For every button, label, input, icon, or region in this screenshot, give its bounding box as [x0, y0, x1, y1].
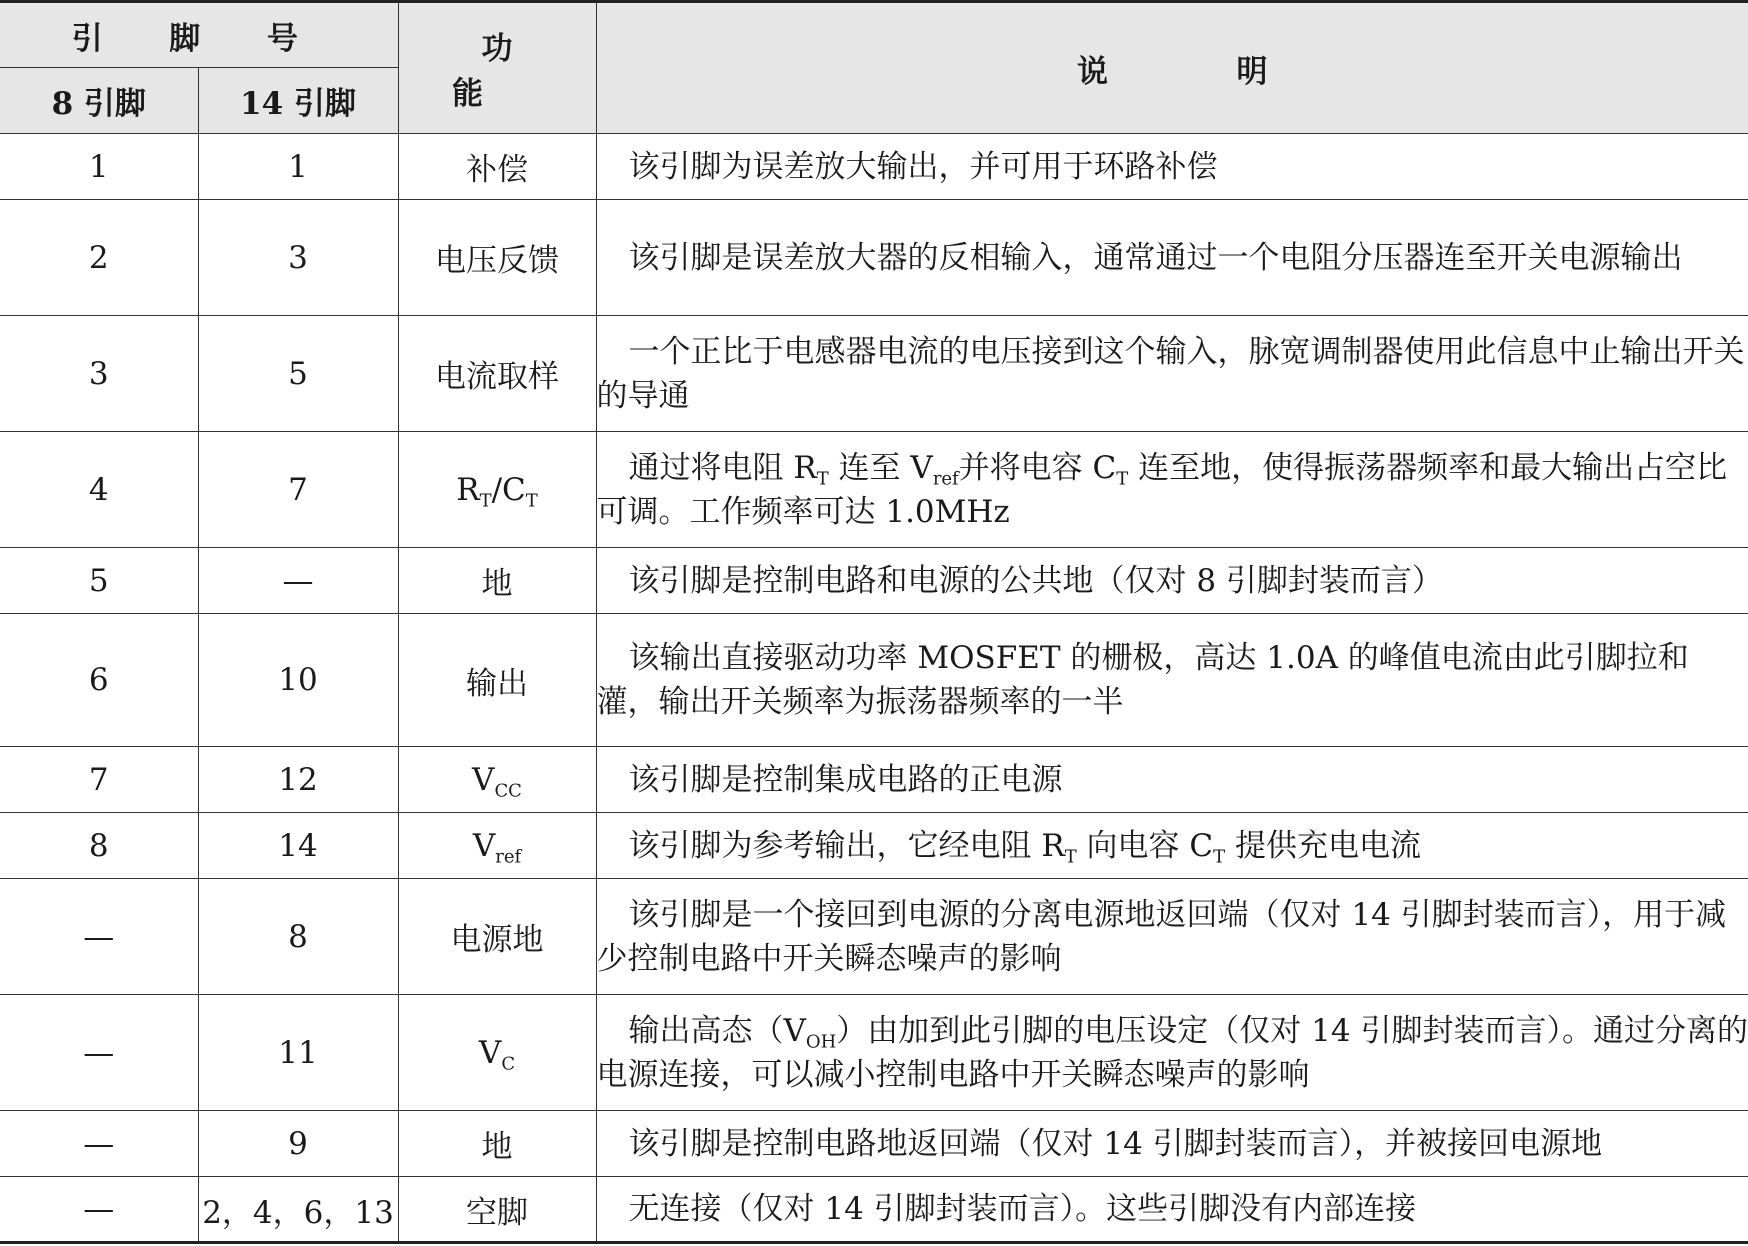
pin8-cell: 4	[0, 432, 198, 548]
pin8-cell: —	[0, 879, 198, 995]
function-cell: 地	[398, 1111, 596, 1177]
header-pin8: 8 引脚	[0, 68, 198, 134]
pin8-cell: 5	[0, 548, 198, 614]
pin14-cell: 5	[198, 316, 398, 432]
pin14-cell: 14	[198, 813, 398, 879]
table-row	[0, 548, 1748, 614]
description-cell: 该引脚是控制电路地返回端（仅对 14 引脚封装而言），并被接回电源地	[596, 1111, 1748, 1177]
table-row	[0, 813, 1748, 879]
function-cell: $V_{CC}$	[398, 747, 596, 813]
pin14-cell: 7	[198, 432, 398, 548]
description-cell: 输出高态$(V_{OH})$由加到此引脚的电压设定（仅对 14 引脚封装而言）。通过分离的电源连接，可以减小控制电路中开关瞬态噪声的影响	[596, 995, 1748, 1111]
table-row	[0, 200, 1748, 316]
table-row	[0, 747, 1748, 813]
function-cell: $V_C$	[398, 995, 596, 1111]
header-description: 说 明	[596, 2, 1748, 134]
description-cell: 该引脚是控制电路和电源的公共地（仅对 8 引脚封装而言）	[596, 548, 1748, 614]
table-row	[0, 614, 1748, 747]
table-row	[0, 995, 1748, 1111]
function-cell: 输出	[398, 614, 596, 747]
pin8-cell: 8	[0, 813, 198, 879]
function-cell: 电压反馈	[398, 200, 596, 316]
pin8-cell: 1	[0, 134, 198, 200]
description-cell: 该引脚是控制集成电路的正电源	[596, 747, 1748, 813]
description-cell: 通过将电阻 $R_T$ 连至 $V_{ref}$并将电容 $C_T$ 连至地，使得振荡器频率和最大输出占空比可调。工作频率可达 1.0MHz	[596, 432, 1748, 548]
pin14-cell: 2，4，6，13	[198, 1177, 398, 1243]
pin8-cell: 2	[0, 200, 198, 316]
function-cell: 电流取样	[398, 316, 596, 432]
function-cell: 补偿	[398, 134, 596, 200]
table-row	[0, 316, 1748, 432]
pin8-cell: 3	[0, 316, 198, 432]
description-cell: 无连接（仅对 14 引脚封装而言）。这些引脚没有内部连接	[596, 1177, 1748, 1243]
pin8-cell: 6	[0, 614, 198, 747]
header-pin-number: 引 脚 号	[0, 2, 398, 68]
description-cell: 该输出直接驱动功率 MOSFET 的栅极，高达 1.0A 的峰值电流由此引脚拉和灌，输出开关频率为振荡器频率的一半	[596, 614, 1748, 747]
description-cell: 该引脚是一个接回到电源的分离电源地返回端（仅对 14 引脚封装而言），用于减少控制电路中开关瞬态噪声的影响	[596, 879, 1748, 995]
pin8-cell: —	[0, 995, 198, 1111]
pin8-cell: —	[0, 1177, 198, 1243]
pin8-cell: —	[0, 1111, 198, 1177]
table-row	[0, 134, 1748, 200]
header-pin14: 14 引脚	[198, 68, 398, 134]
pin8-cell: 7	[0, 747, 198, 813]
pin14-cell: 11	[198, 995, 398, 1111]
pin14-cell: 12	[198, 747, 398, 813]
description-cell: 该引脚为参考输出，它经电阻 $R_T$ 向电容 $C_T$ 提供充电电流	[596, 813, 1748, 879]
header-function: 功 能	[398, 2, 596, 134]
pin14-cell: 8	[198, 879, 398, 995]
pin14-cell: 9	[198, 1111, 398, 1177]
pin14-cell: —	[198, 548, 398, 614]
function-cell: $R_T/C_T$	[398, 432, 596, 548]
description-cell: 一个正比于电感器电流的电压接到这个输入，脉宽调制器使用此信息中止输出开关的导通	[596, 316, 1748, 432]
pin14-cell: 1	[198, 134, 398, 200]
table-row	[0, 1111, 1748, 1177]
table-row	[0, 1177, 1748, 1243]
pin14-cell: 10	[198, 614, 398, 747]
function-cell: 地	[398, 548, 596, 614]
function-cell: $V_{ref}$	[398, 813, 596, 879]
description-cell: 该引脚是误差放大器的反相输入，通常通过一个电阻分压器连至开关电源输出	[596, 200, 1748, 316]
function-cell: 电源地	[398, 879, 596, 995]
description-cell: 该引脚为误差放大输出，并可用于环路补偿	[596, 134, 1748, 200]
table-row	[0, 432, 1748, 548]
pin14-cell: 3	[198, 200, 398, 316]
table-row	[0, 879, 1748, 995]
function-cell: 空脚	[398, 1177, 596, 1243]
